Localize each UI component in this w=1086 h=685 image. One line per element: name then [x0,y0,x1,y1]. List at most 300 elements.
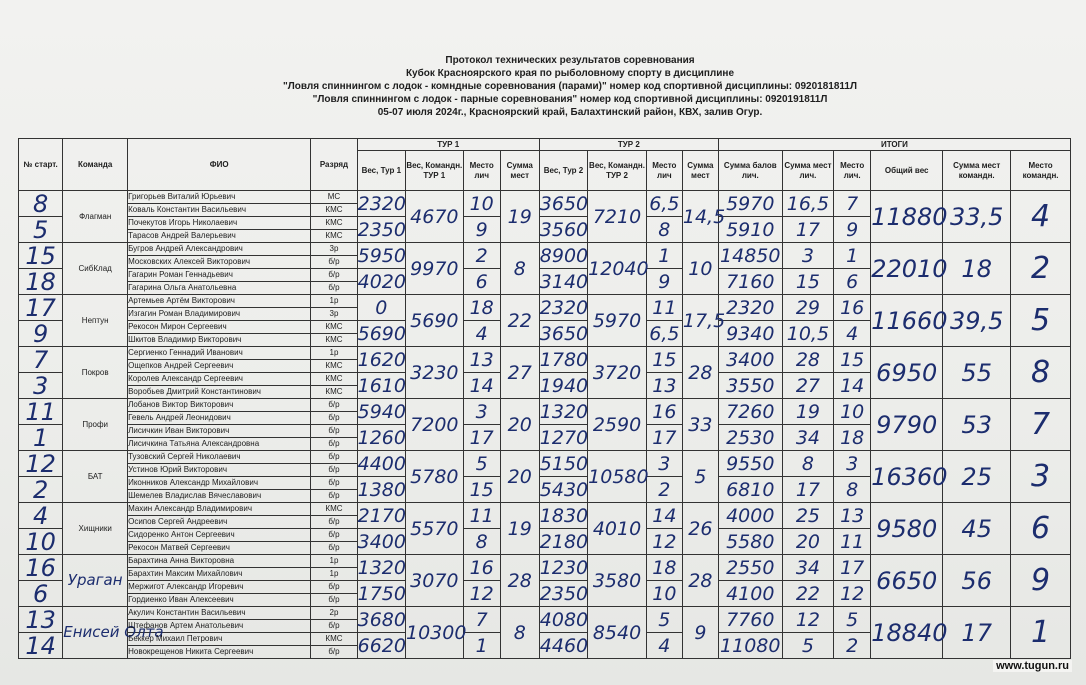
weight-tour2: 1320 [539,400,589,423]
participant-rank: 1р [311,295,357,308]
participant-rank: б/р [311,542,357,555]
participant-name: Сергиенко Геннадий Иванович [128,347,311,360]
sum-team-places: 25 [943,451,1011,503]
total-weight: 11880 [871,191,943,243]
team-place: 5 [1011,295,1071,347]
participant-rank: 3р [311,308,357,321]
participant-name: Гордиенко Иван Алексеевич [128,594,311,607]
header-date-place: 05-07 июля 2024г., Красноярский край, Балахтинский район, КВХ, залив Огур. [377,107,763,118]
place-tour2: 15 [646,347,682,373]
participant-name: Барахтин Максим Михайлович [128,568,311,581]
team-weight-tour2: 3720 [588,347,647,399]
sum-places-personal: 29 [782,295,833,321]
total-weight: 22010 [871,243,943,295]
place-personal: 13 [834,503,871,529]
start-number: 6 [19,581,63,607]
participant-rank: б/р [311,529,357,542]
weight-tour1: 3680 [357,608,406,631]
participant-name: Устинов Юрий Викторович [128,464,311,477]
table-row [19,451,1071,464]
sum-places-tour1: 8 [500,607,539,659]
place-tour1: 4 [463,321,500,347]
place-tour2: 12 [646,529,682,555]
start-number: 10 [19,529,63,555]
weight-tour1: 2320 [357,192,406,215]
team-name: Енисей Олта [63,607,128,659]
sum-points-personal: 2530 [718,425,782,451]
team-name: СибКлад [63,243,128,295]
sum-points-personal: 5580 [718,529,782,555]
col-team-weight-tour2: Вес, Командн. ТУР 2 [588,151,647,191]
sum-places-tour2: 17,5 [682,295,718,347]
weight-tour1: 1260 [357,426,406,449]
table-row [19,607,1071,620]
place-tour1: 17 [463,425,500,451]
place-tour2: 11 [646,295,682,321]
weight-tour2: 1230 [539,556,589,579]
sum-places-personal: 5 [782,633,833,659]
place-personal: 15 [834,347,871,373]
place-tour1: 12 [463,581,500,607]
participant-name: Артемьев Артём Викторович [128,295,311,308]
place-personal: 6 [834,269,871,295]
team-weight-tour1: 3230 [406,347,464,399]
team-weight-tour1: 7200 [406,399,464,451]
sum-places-personal: 28 [782,347,833,373]
sum-places-personal: 25 [782,503,833,529]
col-tour1: ТУР 1 [357,139,539,151]
sum-places-tour2: 5 [682,451,718,503]
participant-name: Коваль Константин Васильевич [128,204,311,217]
results-body [19,191,1071,659]
sum-points-personal: 4000 [718,503,782,529]
team-place: 6 [1011,503,1071,555]
sum-points-personal: 7760 [718,607,782,633]
participant-name: Тарасов Андрей Валерьевич [128,230,311,243]
participant-name: Беккер Михаил Петрович [128,633,311,646]
weight-tour1: 2170 [357,504,406,527]
participant-name: Махин Александр Владимирович [128,503,311,516]
col-team: Команда [63,139,128,191]
team-weight-tour1: 9970 [406,243,464,295]
total-weight: 11660 [871,295,943,347]
participant-rank: КМС [311,373,357,386]
results-table [18,138,1071,659]
sum-team-places: 39,5 [943,295,1011,347]
sum-points-personal: 2320 [718,295,782,321]
col-sum-points: Сумма балов лич. [718,151,782,191]
col-sum-places-tour1: Сумма мест [500,151,539,191]
team-name: Нептун [63,295,128,347]
participant-rank: б/р [311,594,357,607]
participant-rank: КМС [311,334,357,347]
weight-tour2: 5430 [539,478,589,501]
participant-name: Бугров Андрей Александрович [128,243,311,256]
team-weight-tour1: 10300 [406,607,464,659]
col-team-place: Место командн. [1011,151,1071,191]
place-personal: 18 [834,425,871,451]
col-weight-tour2: Вес, Тур 2 [539,151,587,191]
participant-rank: б/р [311,438,357,451]
start-number: 16 [19,555,63,581]
participant-name: Штефанов Артем Анатольевич [128,620,311,633]
start-number: 17 [19,295,63,321]
participant-name: Воробьев Дмитрий Константинович [128,386,311,399]
team-weight-tour2: 8540 [588,607,647,659]
sum-team-places: 17 [943,607,1011,659]
participant-rank: б/р [311,451,357,464]
place-tour2: 6,5 [646,321,682,347]
participant-rank: 1р [311,555,357,568]
sum-points-personal: 6810 [718,477,782,503]
start-number: 15 [19,243,63,269]
sum-team-places: 55 [943,347,1011,399]
sum-points-personal: 9550 [718,451,782,477]
participant-name: Лобанов Виктор Викторович [128,399,311,412]
place-personal: 14 [834,373,871,399]
sum-places-tour1: 20 [500,399,539,451]
start-number: 8 [19,191,63,217]
participant-rank: б/р [311,620,357,633]
weight-tour2: 3140 [539,270,589,293]
sum-points-personal: 9340 [718,321,782,347]
sum-team-places: 56 [943,555,1011,607]
header-title: Протокол технических результатов соревнования [445,55,695,66]
participant-rank: б/р [311,477,357,490]
sum-places-personal: 34 [782,425,833,451]
team-name: Флагман [63,191,128,243]
total-weight: 9790 [871,399,943,451]
sum-places-personal: 3 [782,243,833,269]
sum-places-personal: 34 [782,555,833,581]
place-tour1: 2 [463,243,500,269]
weight-tour1: 5950 [357,244,406,267]
col-rank: Разряд [311,139,357,191]
participant-rank: 1р [311,568,357,581]
team-place: 4 [1011,191,1071,243]
col-place-personal: Место лич. [834,151,871,191]
start-number: 12 [19,451,63,477]
participant-rank: 3р [311,243,357,256]
participant-name: Рекосон Матвей Сергеевич [128,542,311,555]
sum-places-personal: 8 [782,451,833,477]
participant-name: Гагарин Роман Геннадьевич [128,269,311,282]
participant-name: Московских Алексей Викторович [128,256,311,269]
sum-places-personal: 27 [782,373,833,399]
col-place-tour1: Место лич [463,151,500,191]
table-row [19,555,1071,568]
team-place: 8 [1011,347,1071,399]
weight-tour1: 6620 [357,634,406,657]
participant-name: Гагарина Ольга Анатольевна [128,282,311,295]
sum-points-personal: 7260 [718,399,782,425]
participant-name: Ощепков Андрей Сергеевич [128,360,311,373]
participant-rank: КМС [311,633,357,646]
sum-places-tour1: 19 [500,191,539,243]
weight-tour2: 3650 [539,322,589,345]
col-sum-places-personal: Сумма мест лич. [782,151,833,191]
sum-places-personal: 12 [782,607,833,633]
table-row [19,295,1071,308]
total-weight: 9580 [871,503,943,555]
weight-tour1: 5940 [357,400,406,423]
participant-name: Мержигот Александр Игоревич [128,581,311,594]
start-number: 2 [19,477,63,503]
place-tour1: 7 [463,607,500,633]
team-place: 3 [1011,451,1071,503]
participant-rank: б/р [311,581,357,594]
team-weight-tour1: 5570 [406,503,464,555]
team-weight-tour2: 3580 [588,555,647,607]
header-discipline-team: "Ловля спиннингом с лодок - комндные соревнования (парами)" номер код спортивной дисциплины: 0920181811Л [283,81,857,92]
team-name: Покров [63,347,128,399]
weight-tour2: 5150 [539,452,589,475]
header-cup: Кубок Красноярского края по рыболовному спорту в дисциплине [405,68,735,79]
place-personal: 5 [834,607,871,633]
participant-name: Осипов Сергей Андреевич [128,516,311,529]
weight-tour2: 4460 [539,634,589,657]
sum-points-personal: 7160 [718,269,782,295]
sum-places-tour2: 14,5 [682,191,718,243]
sum-places-personal: 15 [782,269,833,295]
sum-places-tour2: 28 [682,347,718,399]
team-place: 1 [1011,607,1071,659]
participant-rank: КМС [311,503,357,516]
place-personal: 12 [834,581,871,607]
place-personal: 1 [834,243,871,269]
weight-tour2: 4080 [539,608,589,631]
sum-places-personal: 19 [782,399,833,425]
place-personal: 16 [834,295,871,321]
participant-name: Шемелев Владислав Вячеславович [128,490,311,503]
participant-name: Шкитов Владимир Викторович [128,334,311,347]
sum-team-places: 33,5 [943,191,1011,243]
sum-places-tour2: 9 [682,607,718,659]
participant-rank: МС [311,191,357,204]
place-tour2: 4 [646,633,682,659]
participant-rank: б/р [311,516,357,529]
col-weight-tour1: Вес, Тур 1 [357,151,405,191]
place-tour2: 8 [646,217,682,243]
team-name: Хищники [63,503,128,555]
sum-places-personal: 10,5 [782,321,833,347]
start-number: 3 [19,373,63,399]
place-personal: 10 [834,399,871,425]
participant-name: Почекутов Игорь Николаевич [128,217,311,230]
start-number: 18 [19,269,63,295]
weight-tour1: 3400 [357,530,406,553]
team-weight-tour1: 4670 [406,191,464,243]
sum-team-places: 18 [943,243,1011,295]
sum-places-personal: 17 [782,217,833,243]
col-totals: ИТОГИ [718,139,1070,151]
weight-tour1: 2350 [357,218,406,241]
place-tour2: 1 [646,243,682,269]
team-name: Ураган [63,555,128,607]
start-number: 11 [19,399,63,425]
participant-rank: б/р [311,412,357,425]
sum-places-tour1: 22 [500,295,539,347]
weight-tour2: 2320 [539,296,589,319]
weight-tour1: 4020 [357,270,406,293]
participant-rank: 1р [311,347,357,360]
place-tour1: 5 [463,451,500,477]
place-tour1: 16 [463,555,500,581]
weight-tour2: 1270 [539,426,589,449]
weight-tour1: 1320 [357,556,406,579]
weight-tour2: 2350 [539,582,589,605]
weight-tour1: 0 [357,295,405,321]
place-tour2: 17 [646,425,682,451]
participant-rank: б/р [311,425,357,438]
col-tour2: ТУР 2 [539,139,718,151]
place-tour2: 10 [646,581,682,607]
participant-rank: б/р [311,646,357,659]
participant-name: Тузовский Сергей Николаевич [128,451,311,464]
place-personal: 2 [834,633,871,659]
col-start-no: № старт. [19,139,63,191]
team-weight-tour1: 3070 [406,555,464,607]
place-personal: 17 [834,555,871,581]
place-personal: 9 [834,217,871,243]
sum-places-personal: 17 [782,477,833,503]
team-weight-tour2: 5970 [588,295,647,347]
col-fio: ФИО [128,139,311,191]
team-weight-tour2: 12040 [588,243,647,295]
sum-points-personal: 11080 [720,634,781,657]
sum-points-personal: 14850 [720,244,781,267]
participant-rank: КМС [311,360,357,373]
place-tour1: 10 [463,191,500,217]
col-sum-places-tour2: Сумма мест [682,151,718,191]
place-tour1: 13 [463,347,500,373]
table-row [19,503,1071,516]
start-number: 14 [19,633,63,659]
team-name: БАТ [63,451,128,503]
participant-rank: б/р [311,256,357,269]
sum-places-tour2: 10 [682,243,718,295]
sum-points-personal: 4100 [718,581,782,607]
team-place: 9 [1011,555,1071,607]
start-number: 9 [19,321,63,347]
participant-rank: КМС [311,217,357,230]
weight-tour2: 3560 [539,218,589,241]
participant-name: Иконников Александр Михайлович [128,477,311,490]
weight-tour2: 1830 [539,504,589,527]
place-tour2: 5 [646,607,682,633]
place-tour1: 8 [463,529,500,555]
total-weight: 6950 [871,347,943,399]
sum-places-tour1: 27 [500,347,539,399]
sum-places-tour1: 19 [500,503,539,555]
participant-name: Григорьев Виталий Юрьевич [128,191,311,204]
participant-name: Гевель Андрей Леонидович [128,412,311,425]
place-personal: 4 [834,321,871,347]
sum-places-personal: 22 [782,581,833,607]
participant-name: Акулич Константин Васильевич [128,607,311,620]
sum-places-tour1: 28 [500,555,539,607]
participant-rank: КМС [311,321,357,334]
place-tour2: 13 [646,373,682,399]
participant-rank: б/р [311,399,357,412]
place-tour1: 14 [463,373,500,399]
participant-name: Сидоренко Антон Сергеевич [128,529,311,542]
participant-name: Рекосон Мирон Сергеевич [128,321,311,334]
weight-tour1: 4400 [357,452,406,475]
sum-points-personal: 5910 [718,217,782,243]
sum-places-tour2: 26 [682,503,718,555]
place-tour2: 14 [646,503,682,529]
place-tour1: 6 [463,269,500,295]
participant-name: Королев Александр Сергеевич [128,373,311,386]
table-row [19,243,1071,256]
weight-tour2: 8900 [539,244,589,267]
weight-tour1: 1380 [357,478,406,501]
sum-team-places: 53 [943,399,1011,451]
team-place: 2 [1011,243,1071,295]
sum-points-personal: 3400 [718,347,782,373]
sum-team-places: 45 [943,503,1011,555]
start-number: 4 [19,503,63,529]
place-tour2: 3 [646,451,682,477]
team-weight-tour1: 5780 [406,451,464,503]
weight-tour2: 2180 [539,530,589,553]
start-number: 1 [19,425,63,451]
table-row [19,191,1071,204]
team-weight-tour2: 2590 [588,399,647,451]
participant-rank: КМС [311,230,357,243]
sum-places-tour1: 20 [500,451,539,503]
sum-points-personal: 3550 [718,373,782,399]
participant-rank: КМС [311,204,357,217]
sum-places-tour1: 8 [500,243,539,295]
team-place: 7 [1011,399,1071,451]
sum-places-tour2: 28 [682,555,718,607]
place-tour2: 6,5 [646,191,682,217]
col-total-weight: Общий вес [871,151,943,191]
team-weight-tour2: 10580 [588,451,647,503]
sum-points-personal: 5970 [718,191,782,217]
participant-rank: б/р [311,464,357,477]
place-tour1: 11 [463,503,500,529]
sum-places-personal: 16,5 [782,191,833,217]
table-row [19,399,1071,412]
participant-name: Новокрещенов Никита Сергеевич [128,646,311,659]
participant-name: Изгагин Роман Владимирович [128,308,311,321]
team-weight-tour1: 5690 [406,295,464,347]
weight-tour1: 1750 [357,582,406,605]
participant-name: Лисичкин Иван Викторович [128,425,311,438]
place-tour2: 18 [646,555,682,581]
weight-tour2: 3650 [539,192,589,215]
place-tour1: 15 [463,477,500,503]
weight-tour1: 5690 [357,322,406,345]
team-name: Профи [63,399,128,451]
document-header [240,54,900,119]
place-tour2: 2 [646,477,682,503]
place-personal: 11 [834,529,871,555]
sum-places-personal: 20 [782,529,833,555]
weight-tour1: 1620 [357,348,406,371]
participant-name: Лисичкина Татьяна Александровна [128,438,311,451]
participant-rank: б/р [311,282,357,295]
place-tour1: 9 [463,217,500,243]
start-number: 13 [19,607,63,633]
total-weight: 16360 [871,451,943,503]
start-number: 5 [19,217,63,243]
team-weight-tour2: 4010 [588,503,647,555]
participant-rank: 2р [311,607,357,620]
